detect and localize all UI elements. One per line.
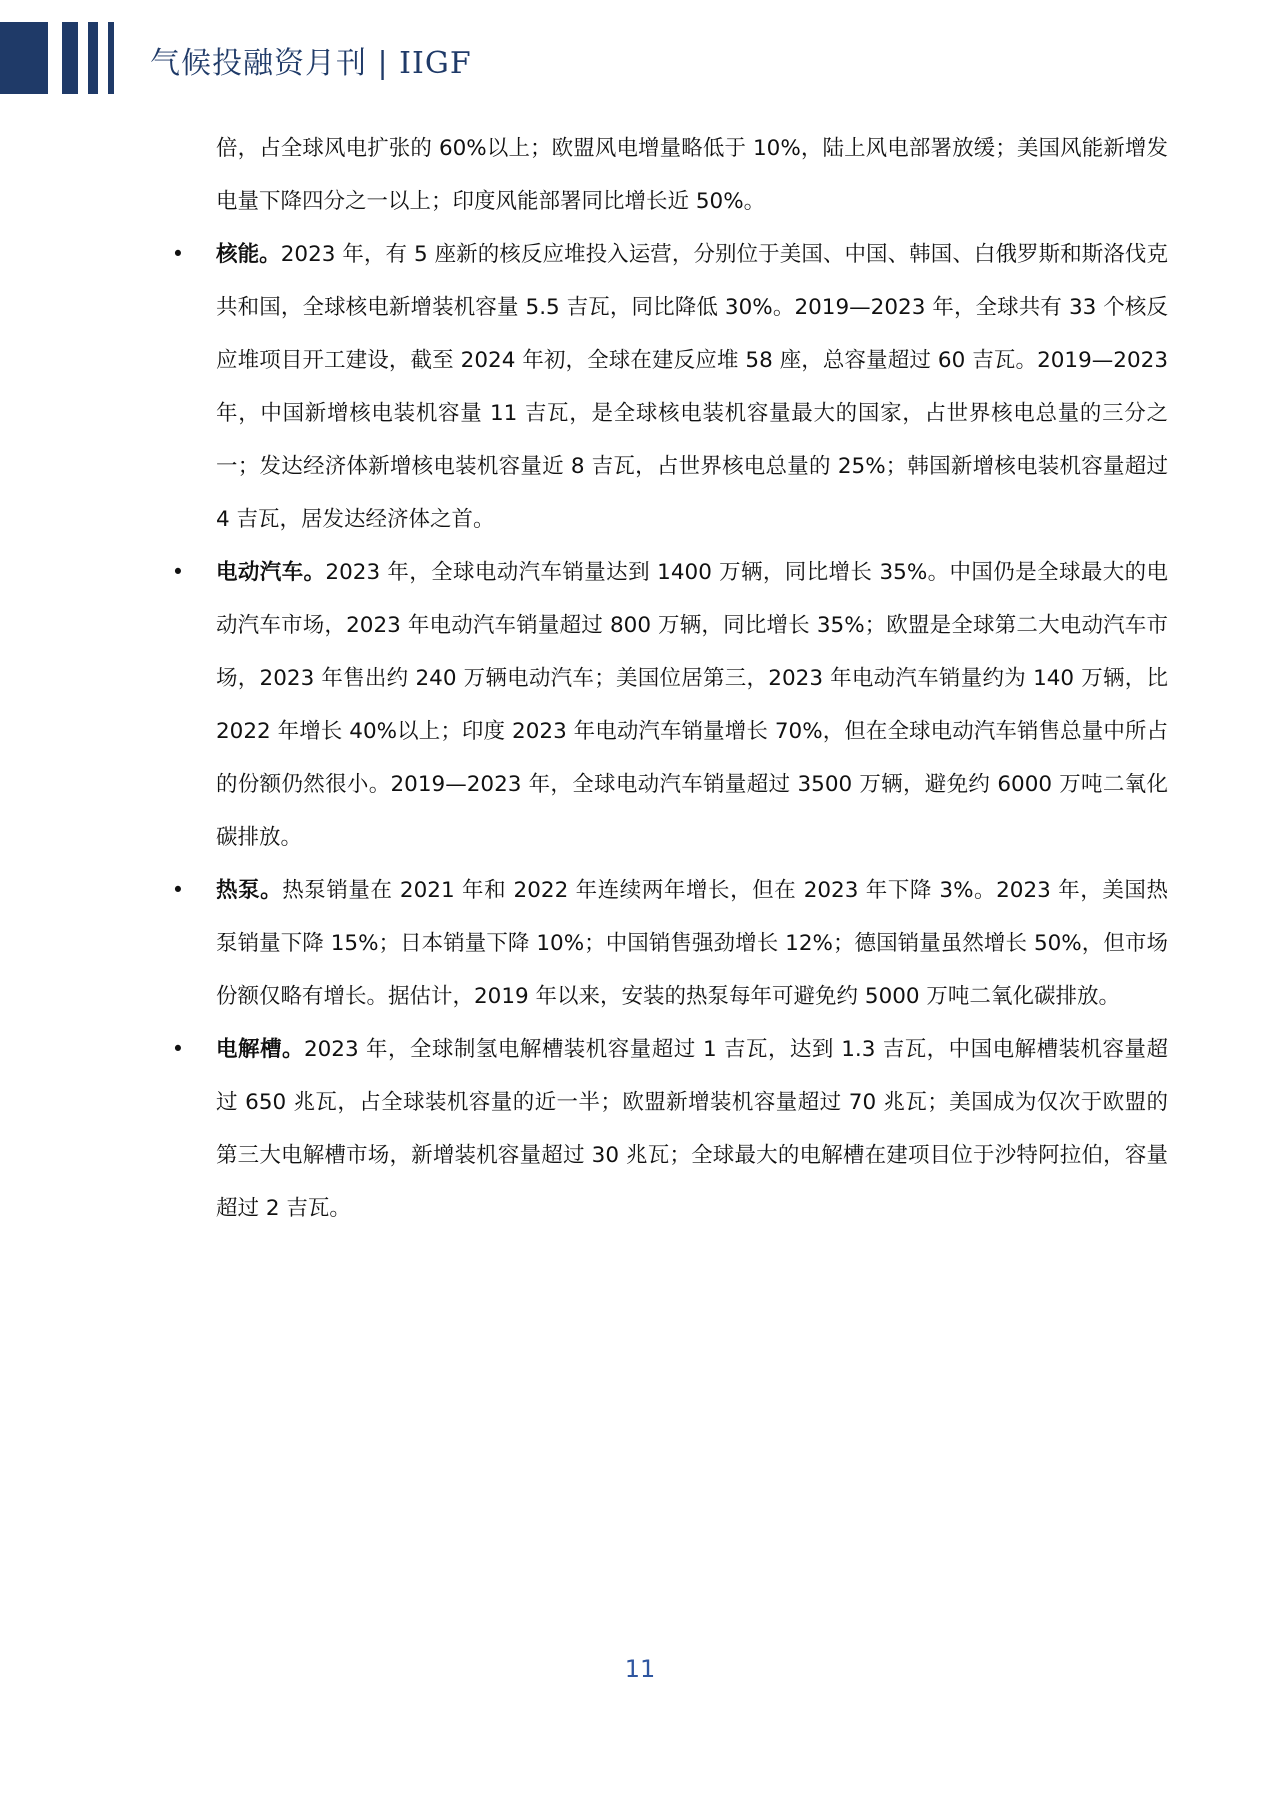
bullet-icon: • xyxy=(171,560,185,584)
bullet-item-electrolyzers xyxy=(168,1023,1168,1235)
bullet-item-electric-vehicles xyxy=(168,546,1168,864)
bullet-icon: • xyxy=(171,1037,185,1061)
bullet-text: 2023 年，全球制氢电解槽装机容量超过 1 吉瓦，达到 1.3 吉瓦，中国电解槽装机容量超过 650 兆瓦，占全球装机容量的近一半；欧盟新增装机容量超过 70 兆瓦；美国成为仅次于欧盟的第三大电解槽市场，新增装机容量超过 30 兆瓦；全球最大的电解槽在建项目位于沙特阿拉伯，容量超过 2 吉瓦。 xyxy=(216,1037,1168,1221)
publication-title: 气候投融资月刊 | IIGF xyxy=(150,46,472,81)
continued-paragraph: 倍，占全球风电扩张的 60%以上；欧盟风电增量略低于 10%，陆上风电部署放缓；美国风能新增发电量下降四分之一以上；印度风能部署同比增长近 50%。 xyxy=(216,136,1168,214)
page-header xyxy=(0,22,1280,94)
bullet-keyword: 热泵。 xyxy=(216,878,283,903)
header-decor-bar xyxy=(108,22,114,94)
bullet-text: 2023 年，有 5 座新的核反应堆投入运营，分别位于美国、中国、韩国、白俄罗斯和斯洛伐克共和国，全球核电新增装机容量 5.5 吉瓦，同比降低 30%。2019—2023 年，全球共有 33 个核反应堆项目开工建设，截至 2024 年初，全球在建反应堆 58 座，总容量超过 60 吉瓦。2019—2023 年，中国新增核电装机容量 11 吉瓦，是全球核电装机容量最大的国家，占世界核电总量的三分之一；发达经济体新增核电装机容量近 8 吉瓦，占世界核电总量的 25%；韩国新增核电装机容量超过 4 吉瓦，居发达经济体之首。 xyxy=(216,242,1168,532)
bullet-text: 2023 年，全球电动汽车销量达到 1400 万辆，同比增长 35%。中国仍是全球最大的电动汽车市场，2023 年电动汽车销量超过 800 万辆，同比增长 35%；欧盟是全球第二大电动汽车市场，2023 年售出约 240 万辆电动汽车；美国位居第三，2023 年电动汽车销量约为 140 万辆，比 2022 年增长 40%以上；印度 2023 年电动汽车销量增长 70%，但在全球电动汽车销售总量中所占的份额仍然很小。2019—2023 年，全球电动汽车销量超过 3500 万辆，避免约 6000 万吨二氧化碳排放。 xyxy=(216,560,1168,850)
header-decor-bar xyxy=(88,22,98,94)
bullet-item-heat-pumps xyxy=(168,864,1168,1023)
bullet-icon: • xyxy=(171,242,185,266)
bullet-keyword: 电动汽车。 xyxy=(216,560,326,585)
bullet-text: 热泵销量在 2021 年和 2022 年连续两年增长，但在 2023 年下降 3%。2023 年，美国热泵销量下降 15%；日本销量下降 10%；中国销售强劲增长 12%；德国销量虽然增长 50%，但市场份额仅略有增长。据估计，2019 年以来，安装的热泵每年可避免约 5000 万吨二氧化碳排放。 xyxy=(216,878,1168,1009)
bullet-keyword: 电解槽。 xyxy=(216,1037,304,1062)
bullet-item-nuclear xyxy=(168,228,1168,546)
header-decor-bar xyxy=(0,22,48,94)
header-decor-bar xyxy=(62,22,78,94)
bullet-icon: • xyxy=(171,878,185,902)
document-body xyxy=(168,122,1168,1235)
bullet-keyword: 核能。 xyxy=(216,242,281,267)
page-number: 11 xyxy=(624,1655,656,1683)
